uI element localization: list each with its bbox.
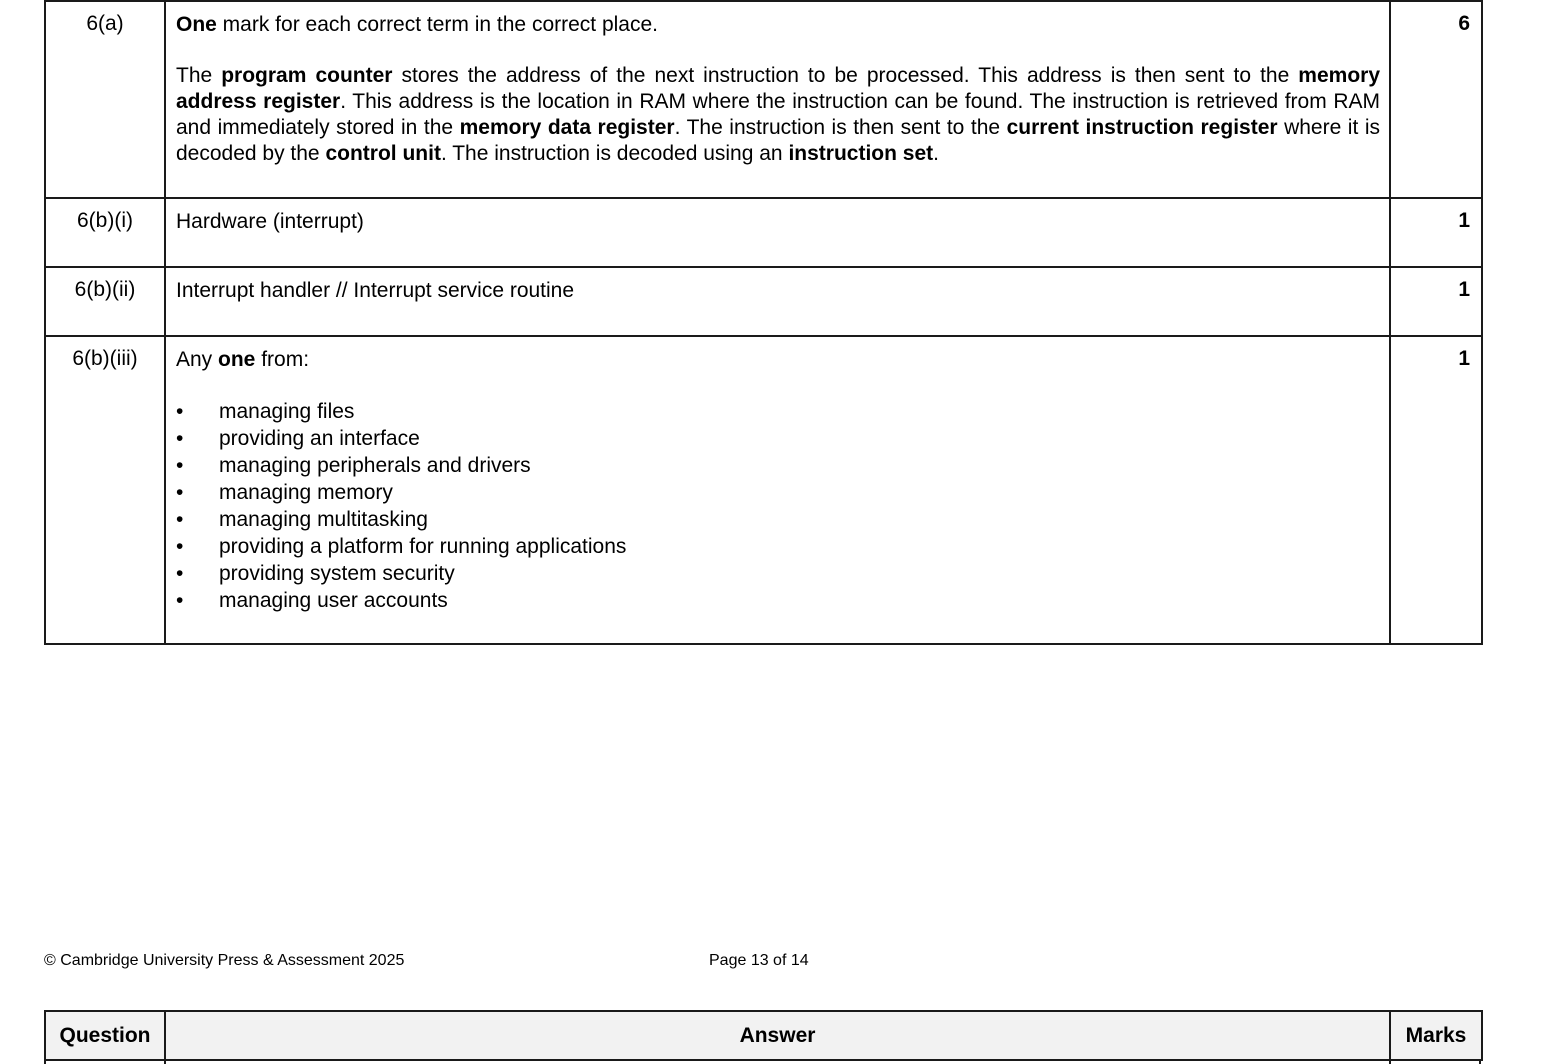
answer-cell: Hardware (interrupt): [165, 198, 1390, 267]
header-answer: Answer: [165, 1011, 1390, 1060]
marks-value: 1: [1390, 198, 1482, 267]
answer-cell: Interrupt handler // Interrupt service routine: [165, 267, 1390, 336]
answer-cell: [165, 1, 1390, 198]
question-number: 6(b)(i): [45, 198, 165, 267]
list-item: [176, 425, 1380, 452]
header-marks: Marks: [1390, 1011, 1482, 1060]
list-item-text: managing memory: [219, 481, 393, 504]
list-item-text: providing an interface: [219, 427, 420, 450]
key-term: instruction set: [788, 142, 934, 165]
key-term: memory address register: [176, 64, 1380, 113]
list-item-text: providing a platform for running applications: [219, 535, 627, 558]
list-item-text: managing files: [219, 400, 355, 423]
paragraph-text: .: [933, 142, 939, 165]
question-number: 6(b)(ii): [45, 267, 165, 336]
list-item: [176, 479, 1380, 506]
list-item: [176, 398, 1380, 425]
answer-intro-text-end: from:: [255, 348, 310, 371]
list-item-text: managing multitasking: [219, 508, 428, 531]
footer-page-number: Page 13 of 14: [709, 952, 809, 969]
bullet-list: [176, 398, 1380, 614]
marks-value: 1: [1390, 267, 1482, 336]
key-term: control unit: [325, 142, 441, 165]
list-item: [176, 533, 1380, 560]
marks-value: 6: [1390, 1, 1482, 198]
question-number: 6(b)(iii): [45, 336, 165, 644]
table-row-6a: [45, 1, 1482, 198]
header-question: Question: [45, 1011, 165, 1060]
list-item-text: managing user accounts: [219, 589, 448, 612]
table-row-6bi: [45, 198, 1482, 267]
column-divider: [164, 1059, 166, 1064]
paragraph-text: stores the address of the next instruction to be processed. This address is then sent to the: [392, 64, 1299, 87]
bullet-dot-icon: •: [176, 535, 184, 558]
paragraph-text: . The instruction is decoded using an: [440, 142, 789, 165]
question-number: 6(a): [45, 1, 165, 198]
paragraph-text: . The instruction is then sent to the: [674, 116, 1007, 139]
paragraph-text: The: [176, 64, 222, 87]
list-item: [176, 452, 1380, 479]
table-row-6biii: [45, 336, 1482, 644]
bullet-dot-icon: •: [176, 400, 184, 423]
answer-intro: [176, 12, 1380, 38]
marks-value: 1: [1390, 336, 1482, 644]
answer-intro-bold: One: [176, 13, 217, 36]
next-page-table-body-edge: [44, 1059, 1481, 1064]
list-item-text: providing system security: [219, 562, 455, 585]
table-row-6bii: [45, 267, 1482, 336]
bullet-dot-icon: •: [176, 508, 184, 531]
answer-intro-bold: one: [218, 348, 256, 371]
bullet-dot-icon: •: [176, 589, 184, 612]
bullet-dot-icon: •: [176, 454, 184, 477]
key-term: program counter: [221, 64, 393, 87]
header-row: [45, 1011, 1482, 1060]
list-item: [176, 560, 1380, 587]
paragraph-text: . This address is the location in RAM where the instruction can be found. The instruction is retrieved from RAM and immediately stored in the: [176, 90, 1380, 139]
bullet-dot-icon: •: [176, 562, 184, 585]
list-item-text: managing peripherals and drivers: [219, 454, 531, 477]
answer-cell: [165, 336, 1390, 644]
column-divider: [1389, 1059, 1391, 1064]
bullet-dot-icon: •: [176, 427, 184, 450]
answer-intro-text: Any: [176, 348, 219, 371]
bullet-dot-icon: •: [176, 481, 184, 504]
list-item: [176, 587, 1380, 614]
next-page-table-header: [44, 1010, 1483, 1061]
paragraph-text: where it is decoded by the: [176, 116, 1381, 165]
mark-scheme-table: [44, 0, 1483, 645]
footer-copyright: © Cambridge University Press & Assessment 2025: [44, 952, 405, 969]
answer-intro: [176, 347, 1380, 373]
answer-intro-text: mark for each correct term in the correct place.: [216, 13, 658, 36]
answer-paragraph: [176, 63, 1380, 167]
list-item: [176, 506, 1380, 533]
key-term: memory data register: [459, 116, 675, 139]
key-term: current instruction register: [1006, 116, 1278, 139]
